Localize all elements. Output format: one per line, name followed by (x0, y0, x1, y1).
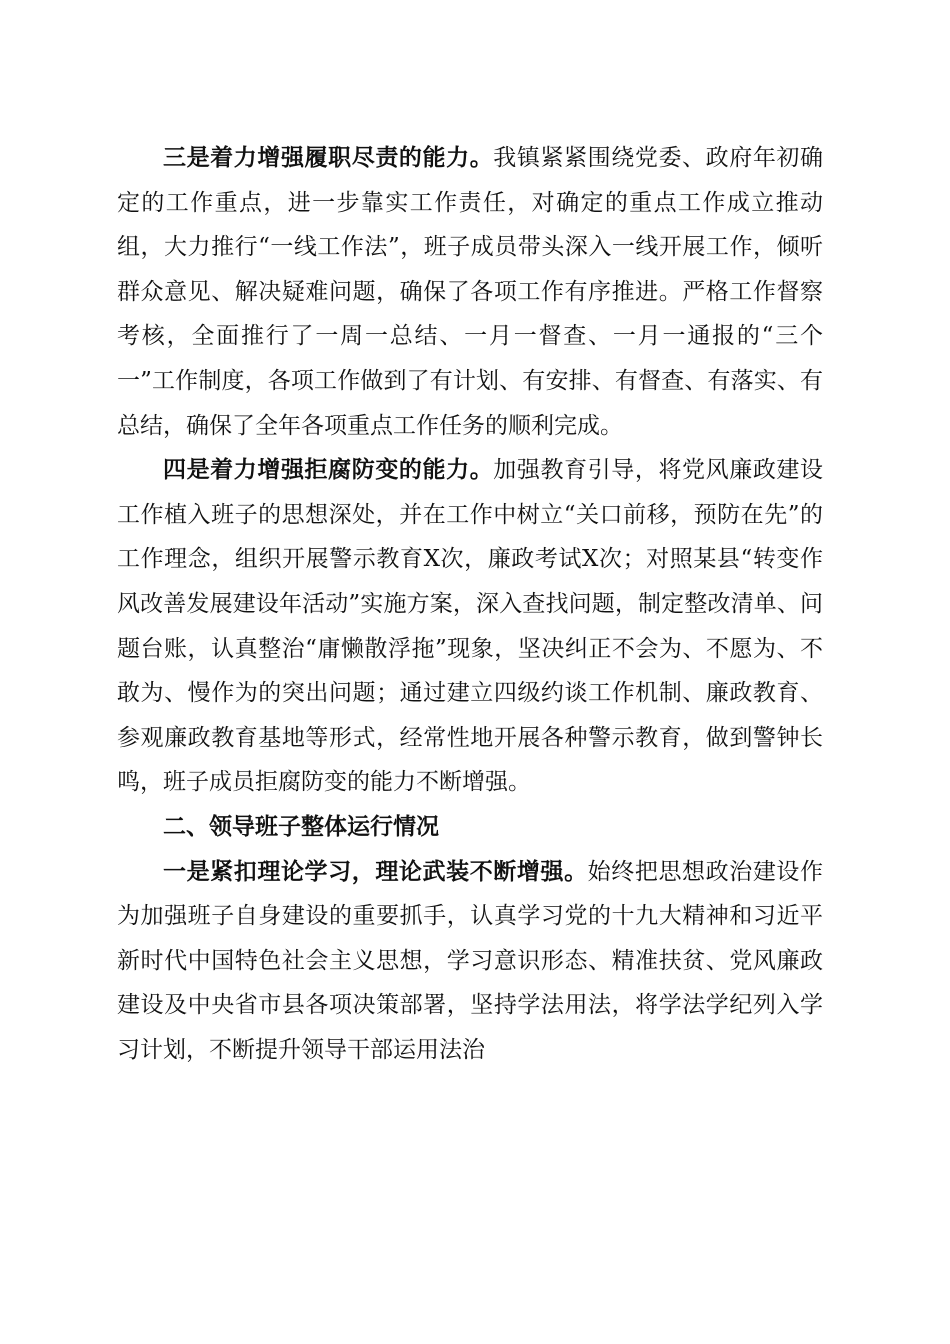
paragraph-text: 始终把思想政治建设作为加强班子自身建设的重要抓手，认真学习党的十九大精神和习近平新时代中国特色社会主义思想，学习意识形态、精准扶贫、党风廉政建设及中央省市县各项决策部署，坚持学法用法，将学法学纪列入学习计划，不断提升领导干部运用法治 (117, 858, 824, 1063)
paragraph-duty-capacity (117, 136, 823, 448)
document-body (117, 136, 823, 1072)
section-heading: 二、领导班子整体运行情况 (163, 813, 439, 840)
paragraph-text: 加强教育引导，将党风廉政建设工作植入班子的思想深处，并在工作中树立“关口前移，预防在先”的工作理念，组织开展警示教育X次，廉政考试X次；对照某县“转变作风改善发展建设年活动”实施方案，深入查找问题，制定整改清单、问题台账，认真整治“庸懒散浮拖”现象，坚决纠正不会为、不愿为、不敢为、慢作为的突出问题；通过建立四级约谈工作机制、廉政教育、参观廉政教育基地等形式，经常性地开展各种警示教育，做到警钟长鸣，班子成员拒腐防变的能力不断增强。 (117, 457, 824, 796)
paragraph-lead: 三是着力增强履职尽责的能力。 (163, 144, 494, 171)
paragraph-theory-study (117, 850, 823, 1073)
paragraph-anti-corruption (117, 448, 823, 805)
paragraph-lead: 四是着力增强拒腐防变的能力。 (163, 456, 494, 484)
paragraph-lead: 一是紧扣理论学习，理论武装不断增强。 (163, 857, 588, 885)
paragraph-text: 我镇紧紧围绕党委、政府年初确定的工作重点，进一步靠实工作责任，对确定的重点工作成立推动组，大力推行“一线工作法”，班子成员带头深入一线开展工作，倾听群众意见、解决疑难问题，确保了各项工作有序推进。严格工作督察考核，全面推行了一周一总结、一月一督查、一月一通报的“三个一”工作制度，各项工作做到了有计划、有安排、有督查、有落实、有总结，确保了全年各项重点工作任务的顺利完成。 (117, 145, 824, 439)
